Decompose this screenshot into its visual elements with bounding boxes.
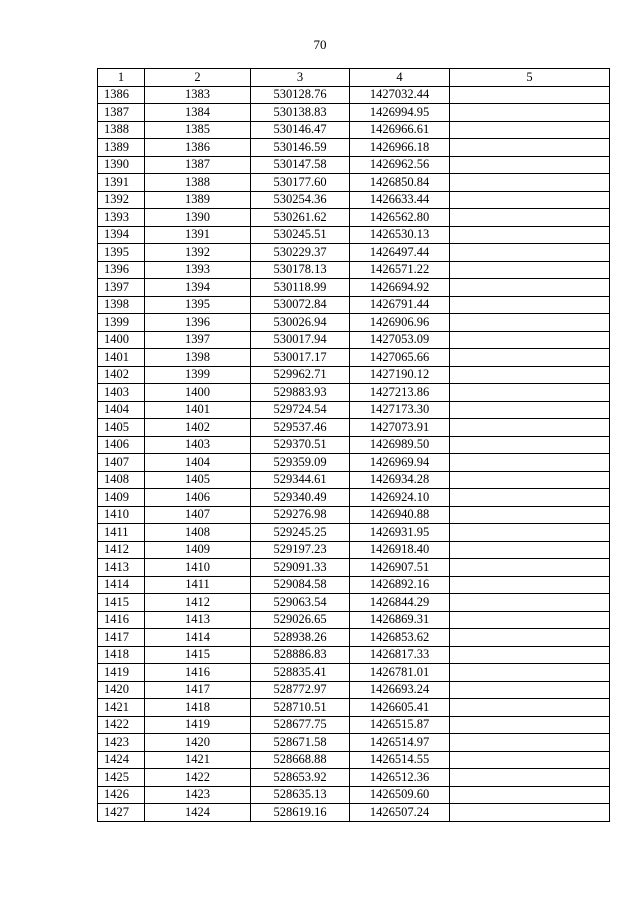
- table-cell-col-1: 1387: [98, 104, 145, 122]
- table-cell-col-2: 1388: [145, 174, 251, 192]
- table-cell-col-5: [450, 419, 610, 437]
- table-cell-col-5: [450, 699, 610, 717]
- table-cell-col-3: 530138.83: [251, 104, 350, 122]
- table-row: [98, 629, 610, 647]
- table-cell-col-2: 1405: [145, 471, 251, 489]
- table-cell-col-2: 1412: [145, 594, 251, 612]
- table-cell-col-2: 1408: [145, 524, 251, 542]
- table-cell-col-3: 530146.59: [251, 139, 350, 157]
- table-cell-col-2: 1395: [145, 296, 251, 314]
- table-cell-col-5: [450, 594, 610, 612]
- table-cell-col-5: [450, 576, 610, 594]
- table-cell-col-5: [450, 471, 610, 489]
- table-cell-col-5: [450, 664, 610, 682]
- table-cell-col-4: 1426906.96: [350, 314, 450, 332]
- table-cell-col-1: 1408: [98, 471, 145, 489]
- table-cell-col-3: 528619.16: [251, 804, 350, 822]
- table-cell-col-4: 1426514.97: [350, 734, 450, 752]
- table-cell-col-3: 530261.62: [251, 209, 350, 227]
- table-cell-col-5: [450, 436, 610, 454]
- table-cell-col-5: [450, 209, 610, 227]
- table-cell-col-3: 530147.58: [251, 156, 350, 174]
- table-cell-col-4: 1426853.62: [350, 629, 450, 647]
- table-cell-col-2: 1393: [145, 261, 251, 279]
- table-cell-col-1: 1398: [98, 296, 145, 314]
- table-cell-col-1: 1399: [98, 314, 145, 332]
- table-cell-col-3: 528835.41: [251, 664, 350, 682]
- table-row: [98, 261, 610, 279]
- table-cell-col-2: 1391: [145, 226, 251, 244]
- table-row: [98, 209, 610, 227]
- table-cell-col-3: 530177.60: [251, 174, 350, 192]
- table-cell-col-1: 1410: [98, 506, 145, 524]
- table-cell-col-4: 1426850.84: [350, 174, 450, 192]
- header-cell-5: 5: [450, 69, 610, 87]
- table-cell-col-5: [450, 331, 610, 349]
- table-cell-col-5: [450, 191, 610, 209]
- table-cell-col-1: 1425: [98, 769, 145, 787]
- table-cell-col-3: 529084.58: [251, 576, 350, 594]
- table-row: [98, 226, 610, 244]
- table-cell-col-2: 1409: [145, 541, 251, 559]
- header-cell-2: 2: [145, 69, 251, 87]
- table-cell-col-2: 1414: [145, 629, 251, 647]
- table-cell-col-3: 528671.58: [251, 734, 350, 752]
- table-row: [98, 331, 610, 349]
- table-cell-col-5: [450, 769, 610, 787]
- table-cell-col-2: 1403: [145, 436, 251, 454]
- table-cell-col-4: 1426966.61: [350, 121, 450, 139]
- table-cell-col-3: 529026.65: [251, 611, 350, 629]
- table-cell-col-2: 1419: [145, 716, 251, 734]
- table-row: [98, 681, 610, 699]
- table-row: [98, 646, 610, 664]
- table-cell-col-3: 529276.98: [251, 506, 350, 524]
- table-cell-col-4: 1427032.44: [350, 86, 450, 104]
- table-cell-col-5: [450, 174, 610, 192]
- table-cell-col-4: 1426562.80: [350, 209, 450, 227]
- table-cell-col-4: 1426512.36: [350, 769, 450, 787]
- table-cell-col-3: 529063.54: [251, 594, 350, 612]
- table-cell-col-1: 1411: [98, 524, 145, 542]
- table-row: [98, 664, 610, 682]
- table-cell-col-3: 530118.99: [251, 279, 350, 297]
- table-cell-col-4: 1426514.55: [350, 751, 450, 769]
- table-cell-col-3: 530229.37: [251, 244, 350, 262]
- table-row: [98, 611, 610, 629]
- table-cell-col-3: 530254.36: [251, 191, 350, 209]
- table-cell-col-2: 1422: [145, 769, 251, 787]
- table-cell-col-2: 1424: [145, 804, 251, 822]
- table-cell-col-5: [450, 226, 610, 244]
- table-cell-col-4: 1426791.44: [350, 296, 450, 314]
- table-cell-col-2: 1389: [145, 191, 251, 209]
- table-cell-col-2: 1394: [145, 279, 251, 297]
- table-cell-col-4: 1426969.94: [350, 454, 450, 472]
- table-cell-col-4: 1426633.44: [350, 191, 450, 209]
- table-cell-col-1: 1404: [98, 401, 145, 419]
- table-row: [98, 699, 610, 717]
- table-cell-col-2: 1417: [145, 681, 251, 699]
- table-cell-col-1: 1400: [98, 331, 145, 349]
- table-cell-col-2: 1399: [145, 366, 251, 384]
- table-row: [98, 541, 610, 559]
- table-cell-col-4: 1426962.56: [350, 156, 450, 174]
- table-cell-col-2: 1407: [145, 506, 251, 524]
- table-cell-col-3: 529245.25: [251, 524, 350, 542]
- table-cell-col-2: 1383: [145, 86, 251, 104]
- table-cell-col-4: 1426530.13: [350, 226, 450, 244]
- table-row: [98, 419, 610, 437]
- table-cell-col-1: 1422: [98, 716, 145, 734]
- table-row: [98, 139, 610, 157]
- table-cell-col-4: 1426940.88: [350, 506, 450, 524]
- table-row: [98, 366, 610, 384]
- table-cell-col-4: 1426509.60: [350, 786, 450, 804]
- table-cell-col-1: 1402: [98, 366, 145, 384]
- table-cell-col-4: 1426966.18: [350, 139, 450, 157]
- table-cell-col-1: 1401: [98, 349, 145, 367]
- table-cell-col-3: 528938.26: [251, 629, 350, 647]
- table-cell-col-4: 1426693.24: [350, 681, 450, 699]
- table-cell-col-3: 529537.46: [251, 419, 350, 437]
- table-cell-col-5: [450, 279, 610, 297]
- table-cell-col-1: 1395: [98, 244, 145, 262]
- table-cell-col-1: 1409: [98, 489, 145, 507]
- table-row: [98, 524, 610, 542]
- table-cell-col-1: 1416: [98, 611, 145, 629]
- table-row: [98, 384, 610, 402]
- table-cell-col-1: 1414: [98, 576, 145, 594]
- table-cell-col-5: [450, 261, 610, 279]
- table-cell-col-5: [450, 629, 610, 647]
- table-cell-col-1: 1421: [98, 699, 145, 717]
- table-row: [98, 156, 610, 174]
- table-row: [98, 804, 610, 822]
- table-cell-col-3: 528635.13: [251, 786, 350, 804]
- table-row: [98, 174, 610, 192]
- table-cell-col-3: 530178.13: [251, 261, 350, 279]
- table-cell-col-5: [450, 716, 610, 734]
- table-cell-col-4: 1426869.31: [350, 611, 450, 629]
- table-cell-col-4: 1427190.12: [350, 366, 450, 384]
- table-cell-col-2: 1385: [145, 121, 251, 139]
- table-cell-col-3: 528677.75: [251, 716, 350, 734]
- table-cell-col-4: 1426918.40: [350, 541, 450, 559]
- table-cell-col-1: 1403: [98, 384, 145, 402]
- table-cell-col-2: 1410: [145, 559, 251, 577]
- table-cell-col-4: 1426781.01: [350, 664, 450, 682]
- table-cell-col-1: 1417: [98, 629, 145, 647]
- table-cell-col-1: 1427: [98, 804, 145, 822]
- table-cell-col-5: [450, 401, 610, 419]
- table-row: [98, 489, 610, 507]
- table-row: [98, 786, 610, 804]
- table-cell-col-5: [450, 559, 610, 577]
- table-row: [98, 104, 610, 122]
- table-cell-col-1: 1397: [98, 279, 145, 297]
- table-cell-col-4: 1426571.22: [350, 261, 450, 279]
- table-cell-col-3: 530017.94: [251, 331, 350, 349]
- table-cell-col-5: [450, 296, 610, 314]
- table-row: [98, 191, 610, 209]
- table-cell-col-3: 529197.23: [251, 541, 350, 559]
- page-number: 70: [313, 37, 327, 52]
- table-cell-col-3: 529091.33: [251, 559, 350, 577]
- table-cell-col-1: 1396: [98, 261, 145, 279]
- table-cell-col-2: 1406: [145, 489, 251, 507]
- table-cell-col-5: [450, 489, 610, 507]
- table-cell-col-4: 1426892.16: [350, 576, 450, 594]
- table-cell-col-1: 1392: [98, 191, 145, 209]
- table-cell-col-2: 1384: [145, 104, 251, 122]
- table-cell-col-3: 528886.83: [251, 646, 350, 664]
- header-cell-4: 4: [350, 69, 450, 87]
- table-cell-col-1: 1426: [98, 786, 145, 804]
- table-cell-col-5: [450, 366, 610, 384]
- table-cell-col-2: 1400: [145, 384, 251, 402]
- table-cell-col-2: 1416: [145, 664, 251, 682]
- table-cell-col-4: 1426515.87: [350, 716, 450, 734]
- table-row: [98, 559, 610, 577]
- table-cell-col-3: 528710.51: [251, 699, 350, 717]
- table-cell-col-5: [450, 384, 610, 402]
- table-cell-col-1: 1418: [98, 646, 145, 664]
- table-cell-col-3: 530146.47: [251, 121, 350, 139]
- table-cell-col-5: [450, 349, 610, 367]
- table-cell-col-1: 1390: [98, 156, 145, 174]
- table-cell-col-3: 530245.51: [251, 226, 350, 244]
- coordinates-table: [97, 68, 610, 822]
- table-cell-col-5: [450, 611, 610, 629]
- table-cell-col-5: [450, 139, 610, 157]
- table-cell-col-4: 1427073.91: [350, 419, 450, 437]
- table-cell-col-1: 1405: [98, 419, 145, 437]
- table-cell-col-4: 1426907.51: [350, 559, 450, 577]
- table-row: [98, 314, 610, 332]
- table-cell-col-3: 530128.76: [251, 86, 350, 104]
- table-row: [98, 769, 610, 787]
- table-row: [98, 471, 610, 489]
- table-header-row: [98, 69, 610, 87]
- table-cell-col-1: 1415: [98, 594, 145, 612]
- table-cell-col-5: [450, 454, 610, 472]
- table-row: [98, 716, 610, 734]
- table-cell-col-1: 1388: [98, 121, 145, 139]
- table-cell-col-4: 1426931.95: [350, 524, 450, 542]
- table-cell-col-4: 1426507.24: [350, 804, 450, 822]
- table-row: [98, 244, 610, 262]
- table-cell-col-3: 529724.54: [251, 401, 350, 419]
- table-cell-col-5: [450, 524, 610, 542]
- table-cell-col-1: 1413: [98, 559, 145, 577]
- table-cell-col-1: 1423: [98, 734, 145, 752]
- table-cell-col-2: 1386: [145, 139, 251, 157]
- table-cell-col-1: 1412: [98, 541, 145, 559]
- table-cell-col-2: 1398: [145, 349, 251, 367]
- table-cell-col-4: 1426934.28: [350, 471, 450, 489]
- table-cell-col-5: [450, 681, 610, 699]
- table-row: [98, 349, 610, 367]
- header-cell-3: 3: [251, 69, 350, 87]
- table-cell-col-5: [450, 804, 610, 822]
- table-row: [98, 86, 610, 104]
- table-row: [98, 594, 610, 612]
- table-cell-col-3: 530026.94: [251, 314, 350, 332]
- table-row: [98, 454, 610, 472]
- table-cell-col-3: 530072.84: [251, 296, 350, 314]
- table-cell-col-5: [450, 734, 610, 752]
- table-cell-col-1: 1407: [98, 454, 145, 472]
- table-cell-col-5: [450, 156, 610, 174]
- table-cell-col-2: 1392: [145, 244, 251, 262]
- table-cell-col-2: 1421: [145, 751, 251, 769]
- table-cell-col-2: 1420: [145, 734, 251, 752]
- table-cell-col-4: 1426497.44: [350, 244, 450, 262]
- table-cell-col-5: [450, 506, 610, 524]
- table-row: [98, 401, 610, 419]
- header-cell-1: 1: [98, 69, 145, 87]
- table-cell-col-4: 1426989.50: [350, 436, 450, 454]
- table-cell-col-1: 1393: [98, 209, 145, 227]
- table-cell-col-4: 1426694.92: [350, 279, 450, 297]
- table-cell-col-2: 1397: [145, 331, 251, 349]
- table-cell-col-3: 529370.51: [251, 436, 350, 454]
- table-cell-col-1: 1424: [98, 751, 145, 769]
- table-cell-col-2: 1423: [145, 786, 251, 804]
- table-cell-col-5: [450, 86, 610, 104]
- table-row: [98, 751, 610, 769]
- table-cell-col-2: 1401: [145, 401, 251, 419]
- table-row: [98, 296, 610, 314]
- table-cell-col-1: 1406: [98, 436, 145, 454]
- table-cell-col-1: 1386: [98, 86, 145, 104]
- table-cell-col-2: 1415: [145, 646, 251, 664]
- table-cell-col-2: 1396: [145, 314, 251, 332]
- table-cell-col-3: 530017.17: [251, 349, 350, 367]
- table-row: [98, 506, 610, 524]
- table-cell-col-5: [450, 646, 610, 664]
- table-cell-col-5: [450, 751, 610, 769]
- table-row: [98, 121, 610, 139]
- table-cell-col-5: [450, 786, 610, 804]
- table-row: [98, 734, 610, 752]
- table-cell-col-3: 529340.49: [251, 489, 350, 507]
- table-cell-col-5: [450, 104, 610, 122]
- table-cell-col-4: 1426817.33: [350, 646, 450, 664]
- table-cell-col-2: 1404: [145, 454, 251, 472]
- table-cell-col-4: 1427065.66: [350, 349, 450, 367]
- table-cell-col-1: 1389: [98, 139, 145, 157]
- table-cell-col-2: 1390: [145, 209, 251, 227]
- table-cell-col-3: 528653.92: [251, 769, 350, 787]
- table-row: [98, 436, 610, 454]
- table-cell-col-5: [450, 541, 610, 559]
- table-cell-col-2: 1411: [145, 576, 251, 594]
- table-row: [98, 576, 610, 594]
- table-cell-col-2: 1413: [145, 611, 251, 629]
- table-cell-col-2: 1402: [145, 419, 251, 437]
- table-cell-col-5: [450, 244, 610, 262]
- table-cell-col-1: 1419: [98, 664, 145, 682]
- table-cell-col-3: 529962.71: [251, 366, 350, 384]
- table-cell-col-3: 528668.88: [251, 751, 350, 769]
- table-cell-col-5: [450, 121, 610, 139]
- table-row: [98, 279, 610, 297]
- table-cell-col-2: 1387: [145, 156, 251, 174]
- table-cell-col-2: 1418: [145, 699, 251, 717]
- table-cell-col-4: 1427053.09: [350, 331, 450, 349]
- table-cell-col-3: 529359.09: [251, 454, 350, 472]
- table-cell-col-3: 529883.93: [251, 384, 350, 402]
- table-cell-col-4: 1427213.86: [350, 384, 450, 402]
- table-cell-col-1: 1394: [98, 226, 145, 244]
- table-cell-col-1: 1420: [98, 681, 145, 699]
- table-cell-col-5: [450, 314, 610, 332]
- table-cell-col-3: 528772.97: [251, 681, 350, 699]
- table-cell-col-4: 1426844.29: [350, 594, 450, 612]
- table-cell-col-3: 529344.61: [251, 471, 350, 489]
- table-cell-col-4: 1426605.41: [350, 699, 450, 717]
- table-cell-col-4: 1426994.95: [350, 104, 450, 122]
- table-cell-col-1: 1391: [98, 174, 145, 192]
- table-cell-col-4: 1427173.30: [350, 401, 450, 419]
- table-cell-col-4: 1426924.10: [350, 489, 450, 507]
